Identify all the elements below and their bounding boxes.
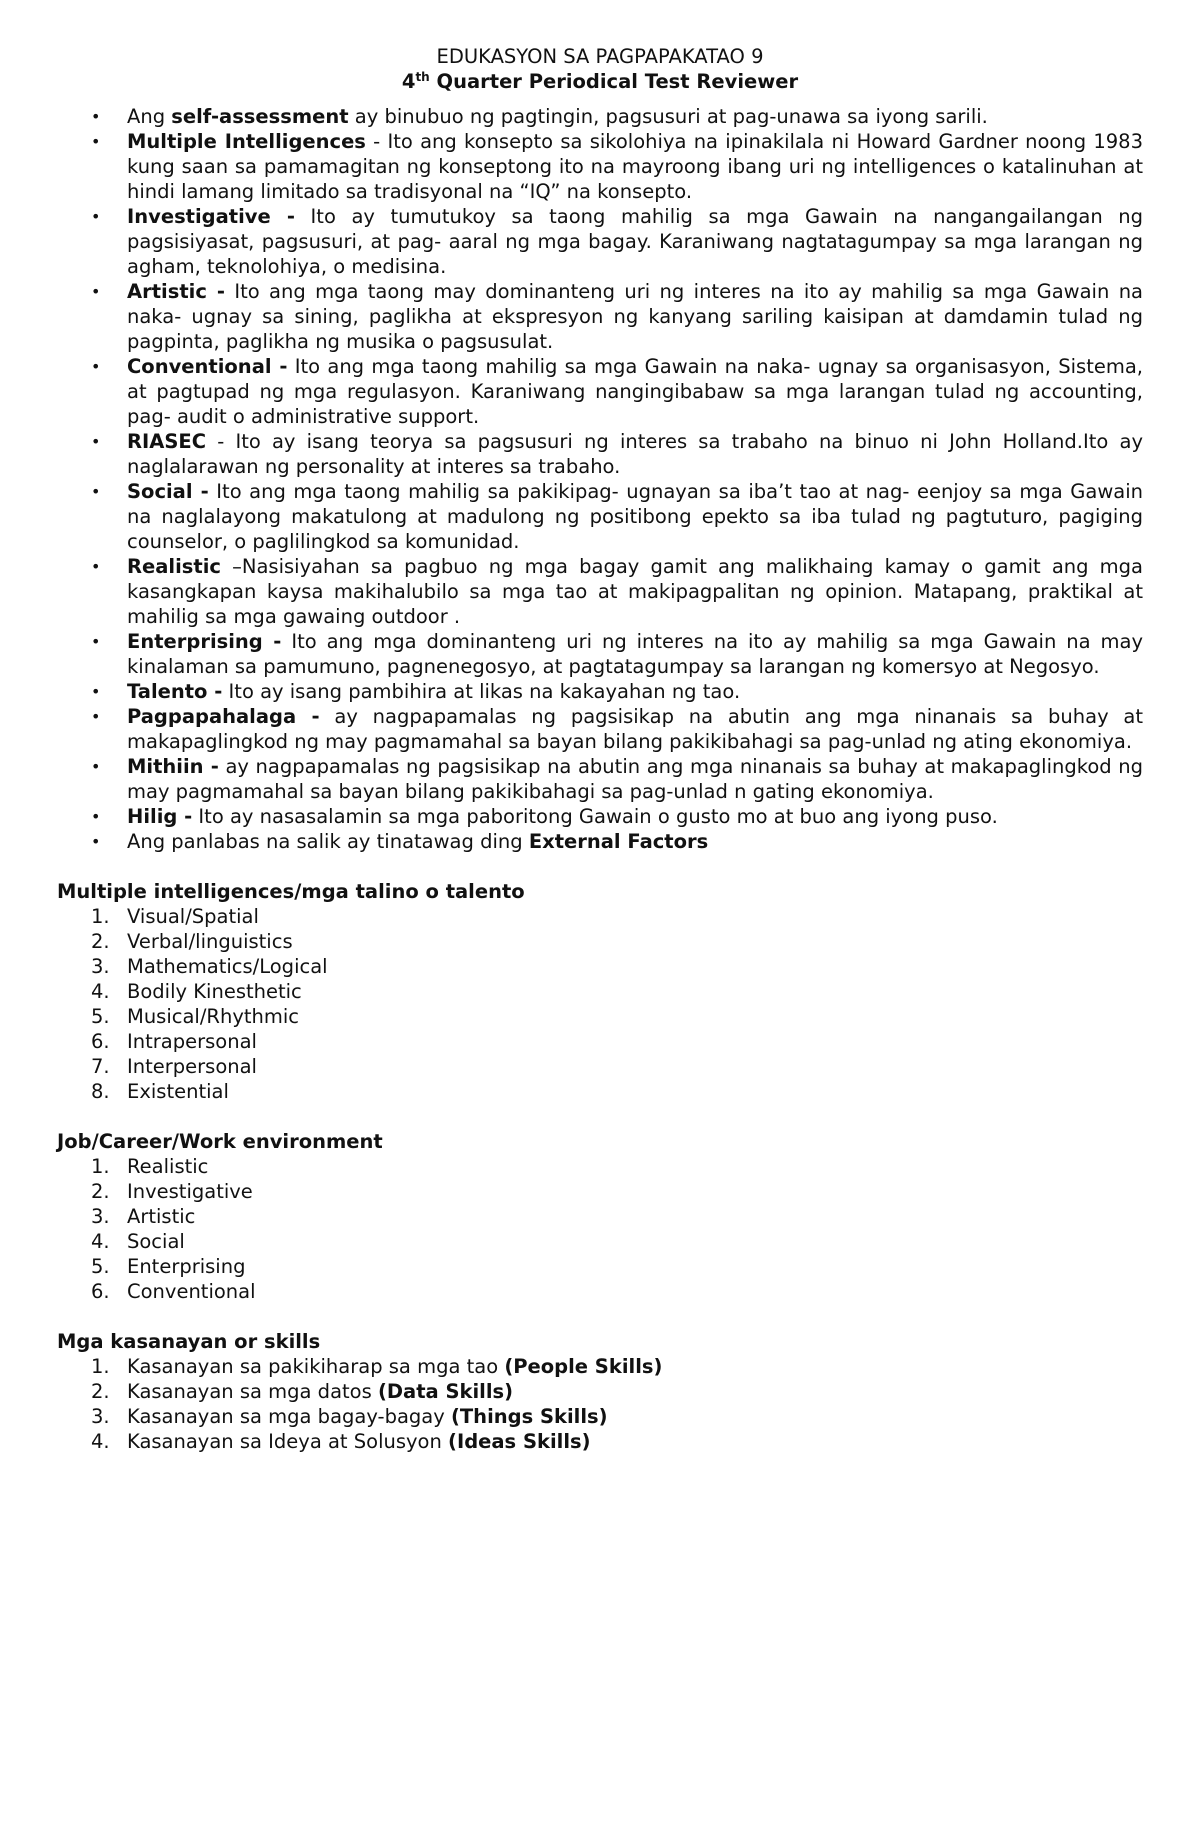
definition-text: Ito ang mga taong mahilig sa mga Gawain na naka- ugnay sa organisasyon, Sistema, at pagtupad ng mga regulasyon. Karaniwang nangingibabaw sa mga larangan tulad ng accounting, pag- audit o administrative support. <box>127 355 1143 428</box>
list-number: 3. <box>91 955 110 978</box>
definition-item <box>91 804 1143 829</box>
list-number: 5. <box>91 1255 110 1278</box>
bullet-icon: • <box>91 282 101 301</box>
list-item <box>91 929 1143 954</box>
subtitle-number: 4 <box>401 70 416 93</box>
definition-term: self-assessment <box>171 105 349 128</box>
list-item <box>91 1429 1143 1454</box>
definition-term: Multiple Intelligences <box>127 130 366 153</box>
bullet-icon: • <box>91 132 101 151</box>
list-number: 4. <box>91 1230 110 1253</box>
bullet-icon: • <box>91 632 101 651</box>
list-item-bold: (Ideas Skills) <box>448 1430 591 1453</box>
document-title: EDUKASYON SA PAGPAPAKATAO 9 <box>436 45 764 68</box>
bullet-icon: • <box>91 832 101 851</box>
list-item <box>91 1379 1143 1404</box>
bullet-icon: • <box>91 432 101 451</box>
definition-item <box>91 429 1143 479</box>
definition-text: Ito ay nasasalamin sa mga paboritong Gawain o gusto mo at buo ang iyong puso. <box>192 805 998 828</box>
list-item-bold: (Things Skills) <box>450 1405 608 1428</box>
list-number: 8. <box>91 1080 110 1103</box>
definition-item <box>91 629 1143 679</box>
subtitle-text: Quarter Periodical Test Reviewer <box>429 70 799 93</box>
definition-text: –Nasisiyahan sa pagbuo ng mga bagay gamit ang malikhaing kamay o gamit ang mga kasangkapan kaysa makihalubilo sa mga tao at makipagpalitan ng opinion. Matapang, praktikal at mahilig sa mga gawaing outdoor . <box>127 555 1143 628</box>
list-item-text: Visual/Spatial <box>127 905 259 928</box>
list-item <box>91 1154 1143 1179</box>
list-item-bold: (People Skills) <box>504 1355 663 1378</box>
definition-item <box>91 829 1143 854</box>
definition-term: Talento - <box>127 680 223 703</box>
definition-item <box>91 279 1143 354</box>
intelligences-list <box>57 904 1143 1104</box>
career-list <box>57 1154 1143 1304</box>
list-number: 1. <box>91 1355 110 1378</box>
list-number: 2. <box>91 930 110 953</box>
list-item-text: Enterprising <box>127 1255 246 1278</box>
list-number: 2. <box>91 1180 110 1203</box>
list-item-text: Bodily Kinesthetic <box>127 980 302 1003</box>
definition-item <box>91 104 1143 129</box>
bullet-icon: • <box>91 682 101 701</box>
list-number: 1. <box>91 1155 110 1178</box>
bullet-icon: • <box>91 482 101 501</box>
list-item <box>91 1204 1143 1229</box>
bullet-icon: • <box>91 757 101 776</box>
list-item <box>91 904 1143 929</box>
definition-item <box>91 479 1143 554</box>
definition-text: Ito ay tumutukoy sa taong mahilig sa mga Gawain na nangangailangan ng pagsisiyasat, pagsusuri, at pag- aaral ng mga bagay. Karaniwang nagtatagumpay sa mga larangan ng agham, teknolohiya, o medisina. <box>127 205 1143 278</box>
list-number: 4. <box>91 1430 110 1453</box>
list-item-text: Kasanayan sa mga datos <box>127 1380 378 1403</box>
list-item <box>91 1404 1143 1429</box>
list-number: 6. <box>91 1280 110 1303</box>
list-item <box>91 1229 1143 1254</box>
bullet-icon: • <box>91 207 101 226</box>
definition-text: - Ito ay isang teorya sa pagsusuri ng interes sa trabaho na binuo ni John Holland.Ito ay naglalarawan ng personality at interes sa trabaho. <box>127 430 1143 478</box>
definition-term: Investigative - <box>127 205 295 228</box>
skills-heading: Mga kasanayan or skills <box>57 1330 321 1353</box>
definition-term: Social - <box>127 480 209 503</box>
list-item <box>91 1279 1143 1304</box>
definition-term: Conventional - <box>127 355 288 378</box>
definition-text: ay nagpapamalas ng pagsisikap na abutin ang mga ninanais sa buhay at makapaglingkod ng may pagmamahal sa bayan bilang pakikibahagi sa pag-unlad ng ating ekonomiya. <box>127 705 1143 753</box>
list-item <box>91 979 1143 1004</box>
list-number: 4. <box>91 980 110 1003</box>
subtitle-superscript: th <box>415 70 430 84</box>
list-number: 7. <box>91 1055 110 1078</box>
definition-text: Ito ay isang pambihira at likas na kakayahan ng tao. <box>222 680 741 703</box>
list-item-text: Musical/Rhythmic <box>127 1005 300 1028</box>
list-item-text: Verbal/linguistics <box>127 930 293 953</box>
definition-term: RIASEC <box>127 430 207 453</box>
definition-term: Enterprising - <box>127 630 282 653</box>
list-item <box>91 954 1143 979</box>
definition-item <box>91 129 1143 204</box>
definition-item <box>91 554 1143 629</box>
bullet-icon: • <box>91 557 101 576</box>
definition-term: Realistic <box>127 555 221 578</box>
document-subtitle <box>57 69 1143 94</box>
list-item <box>91 1004 1143 1029</box>
definition-item <box>91 679 1143 704</box>
list-item <box>91 1079 1143 1104</box>
definition-term: External Factors <box>528 830 709 853</box>
bullet-icon: • <box>91 357 101 376</box>
definition-text: Ito ang mga dominanteng uri ng interes na ito ay mahilig sa mga Gawain na may kinalaman sa pamumuno, pagnenegosyo, at pagtatagumpay sa larangan ng komersyo at Negosyo. <box>127 630 1143 678</box>
list-item-text: Realistic <box>127 1155 209 1178</box>
list-item <box>91 1254 1143 1279</box>
list-number: 2. <box>91 1380 110 1403</box>
list-item-text: Social <box>127 1230 185 1253</box>
bullet-icon: • <box>91 807 101 826</box>
list-number: 3. <box>91 1405 110 1428</box>
bullet-icon: • <box>91 707 101 726</box>
definition-prefix: Ang <box>127 105 172 128</box>
list-item-text: Artistic <box>127 1205 196 1228</box>
definition-text: Ito ang mga taong may dominanteng uri ng interes na ito ay mahilig sa mga Gawain na naka- ugnay sa sining, paglikha at ekspresyon ng kanyang sariling kaisipan at damdamin tulad ng pagpinta, paglikha ng musika o pagsusulat. <box>127 280 1143 353</box>
definition-item <box>91 204 1143 279</box>
list-item-text: Kasanayan sa Ideya at Solusyon <box>127 1430 449 1453</box>
definition-item <box>91 704 1143 754</box>
definition-text: Ito ang mga taong mahilig sa pakikipag- ugnayan sa iba’t tao at nag- eenjoy sa mga Gawain na naglalayong makatulong at madulong ng positibong epekto sa iba tulad ng pagtuturo, pagiging counselor, o paglilingkod sa komunidad. <box>127 480 1143 553</box>
list-item <box>91 1179 1143 1204</box>
skills-list <box>57 1354 1143 1454</box>
list-item <box>91 1029 1143 1054</box>
definition-prefix: Ang panlabas na salik ay tinatawag ding <box>127 830 529 853</box>
list-item-text: Interpersonal <box>127 1055 257 1078</box>
list-item-text: Kasanayan sa pakikiharap sa mga tao <box>127 1355 505 1378</box>
list-number: 5. <box>91 1005 110 1028</box>
list-item <box>91 1354 1143 1379</box>
list-number: 3. <box>91 1205 110 1228</box>
list-item-text: Investigative <box>127 1180 253 1203</box>
definition-term: Mithiin - <box>127 755 219 778</box>
list-item-bold: (Data Skills) <box>377 1380 514 1403</box>
definition-text: ay binubuo ng pagtingin, pagsusuri at pag-unawa sa iyong sarili. <box>348 105 988 128</box>
intelligences-heading: Multiple intelligences/mga talino o talento <box>57 880 525 903</box>
definition-term: Pagpapahalaga - <box>127 705 320 728</box>
list-item <box>91 1054 1143 1079</box>
list-item-text: Existential <box>127 1080 229 1103</box>
bullet-icon: • <box>91 107 101 126</box>
list-item-text: Kasanayan sa mga bagay-bagay <box>127 1405 451 1428</box>
definition-term: Hilig - <box>127 805 193 828</box>
list-number: 1. <box>91 905 110 928</box>
definition-item <box>91 354 1143 429</box>
list-item-text: Mathematics/Logical <box>127 955 328 978</box>
definition-text: ay nagpapamalas ng pagsisikap na abutin ang mga ninanais sa buhay at makapaglingkod ng may pagmamahal sa bayan bilang pakikibahagi sa pag-unlad n gating ekonomiya. <box>127 755 1143 803</box>
definition-term: Artistic - <box>127 280 225 303</box>
list-item-text: Intrapersonal <box>127 1030 257 1053</box>
definitions-list <box>57 104 1143 854</box>
definition-text: - Ito ang konsepto sa sikolohiya na ipinakilala ni Howard Gardner noong 1983 kung saan sa pamamagitan ng konseptong ito na mayroong ibang uri ng intelligences o katalinuhan at hindi lamang limitado sa tradisyonal na “IQ” na konsepto. <box>127 130 1143 203</box>
list-number: 6. <box>91 1030 110 1053</box>
definition-item <box>91 754 1143 804</box>
career-heading: Job/Career/Work environment <box>57 1130 383 1153</box>
list-item-text: Conventional <box>127 1280 256 1303</box>
